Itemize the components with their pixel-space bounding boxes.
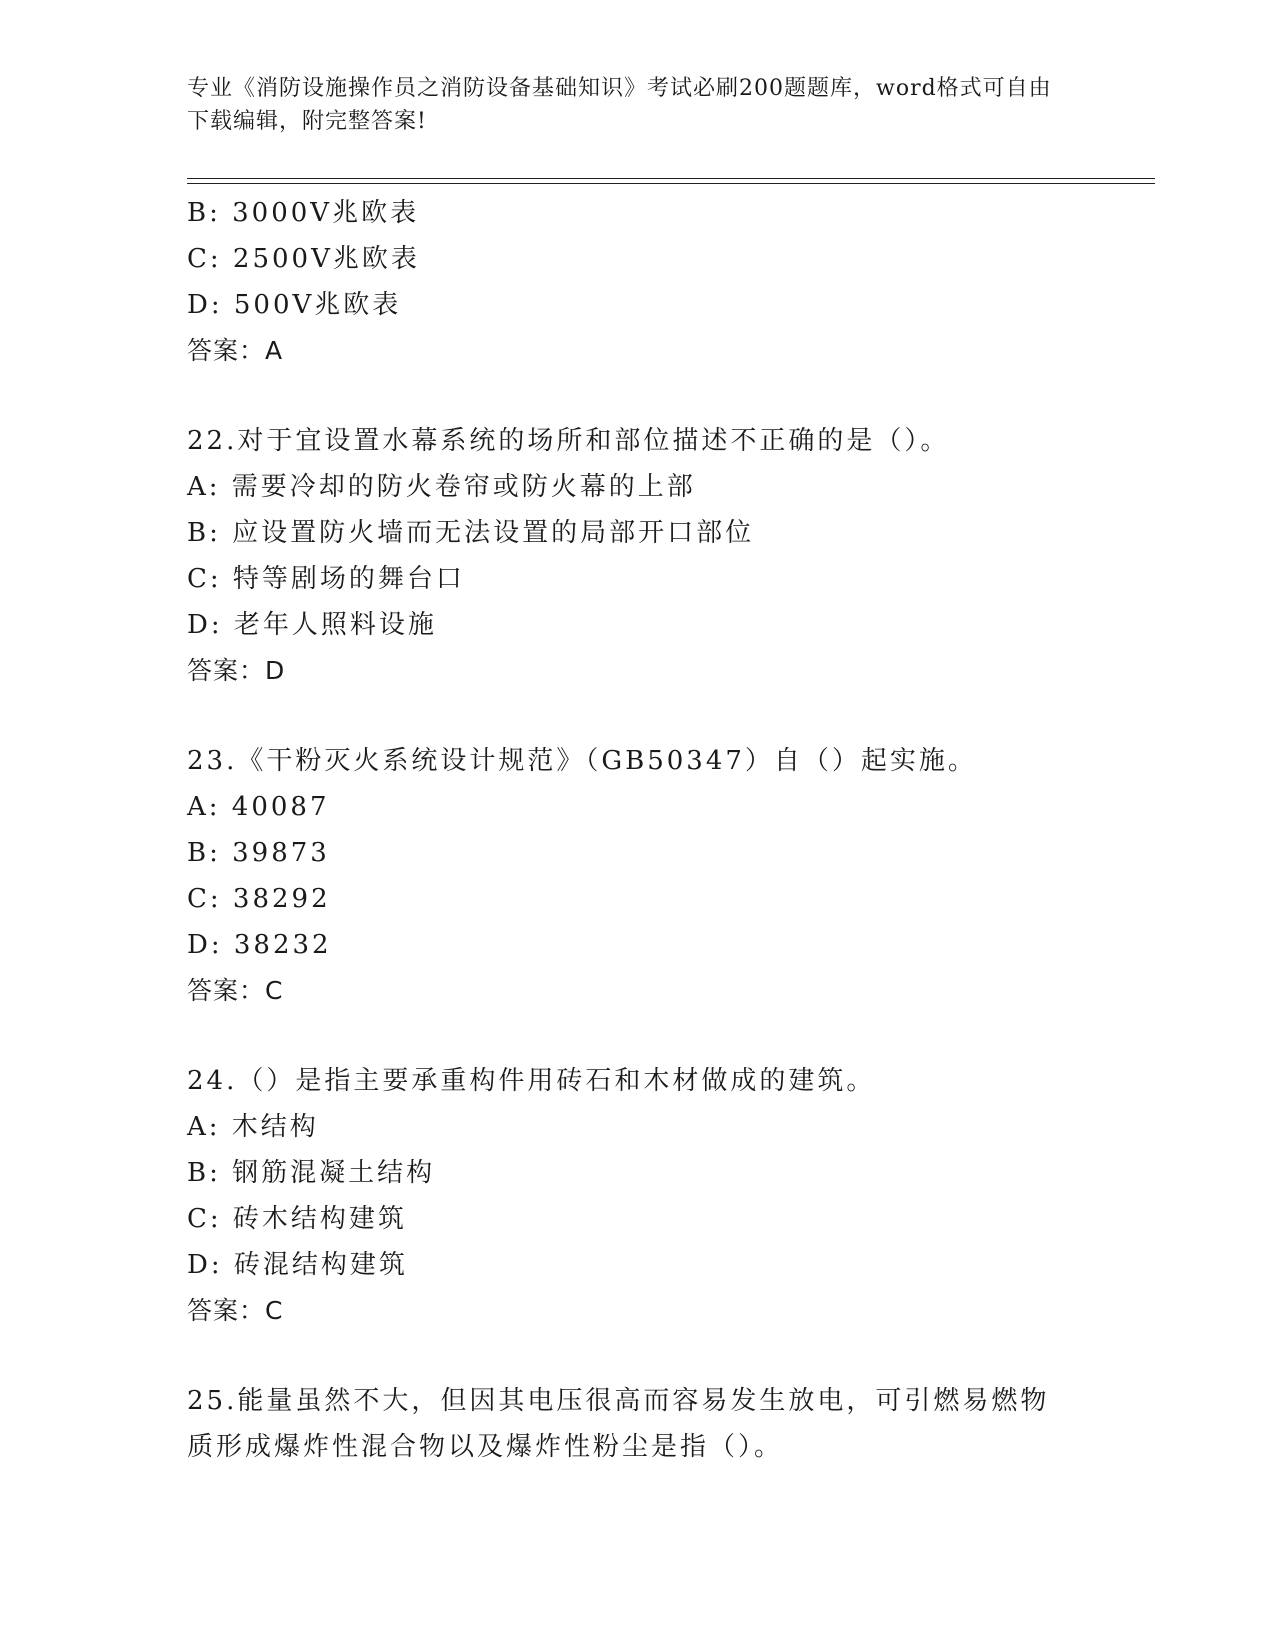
header-divider-top	[187, 178, 1155, 179]
document-header: 专业《消防设施操作员之消防设备基础知识》考试必刷200题题库，word格式可自由下载编辑，附完整答案!	[187, 76, 1052, 134]
option-d: D: 老年人照料设施	[187, 610, 437, 640]
question-text: 25.能量虽然不大，但因其电压很高而容易发生放电，可引燃易燃物质形成爆炸性混合物以及爆炸性粉尘是指（）。	[187, 1386, 1050, 1462]
question-22	[187, 418, 1087, 694]
option-b: B: 3000V兆欧表	[187, 198, 420, 228]
option-a: A: 木结构	[187, 1112, 319, 1142]
answer-line: 答案：C	[187, 976, 284, 1005]
option-c: C: 2500V兆欧表	[187, 244, 420, 274]
option-c: C: 砖木结构建筑	[187, 1204, 407, 1234]
option-a: A: 40087	[187, 792, 330, 822]
header-divider-bottom	[187, 183, 1155, 184]
option-b: B: 39873	[187, 838, 330, 868]
option-b: B: 钢筋混凝土结构	[187, 1158, 436, 1188]
option-c: C: 特等剧场的舞台口	[187, 564, 465, 594]
option-d: D: 砖混结构建筑	[187, 1250, 408, 1280]
question-text: 23.《干粉灭火系统设计规范》（GB50347）自（）起实施。	[187, 746, 977, 776]
question-25	[187, 1378, 1087, 1470]
answer-line: 答案：D	[187, 656, 286, 685]
question-24	[187, 1058, 1087, 1334]
question-text: 24.（）是指主要承重构件用砖石和木材做成的建筑。	[187, 1066, 876, 1096]
option-a: A: 需要冷却的防火卷帘或防火幕的上部	[187, 472, 696, 502]
question-text: 22.对于宜设置水幕系统的场所和部位描述不正确的是（）。	[187, 426, 950, 456]
option-d: D: 500V兆欧表	[187, 290, 402, 320]
answer-line: 答案：C	[187, 1296, 284, 1325]
question-23	[187, 738, 1087, 1014]
answer-line: 答案：A	[187, 336, 284, 365]
previous-question-continuation	[187, 190, 1087, 374]
document-body	[187, 190, 1087, 1470]
option-b: B: 应设置防火墙而无法设置的局部开口部位	[187, 518, 755, 548]
option-c: C: 38292	[187, 884, 331, 914]
option-d: D: 38232	[187, 930, 332, 960]
